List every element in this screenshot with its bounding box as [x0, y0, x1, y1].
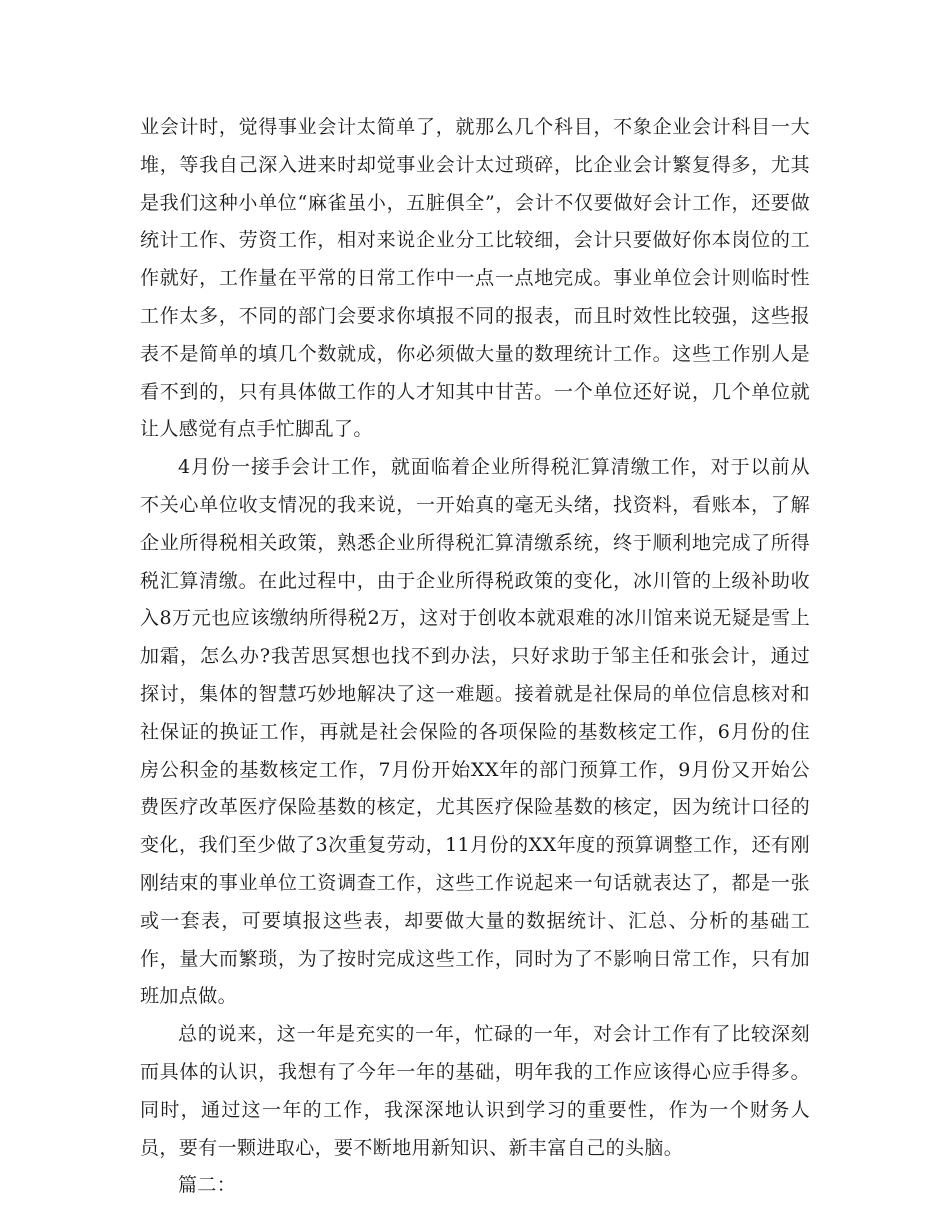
section-heading: 篇二： [178, 1174, 237, 1197]
paragraph-continuation: 业会计时，觉得事业会计太简单了，就那么几个科目，不象企业会计科目一大堆，等我自己深入进来时却觉事业会计太过琐碎，比企业会计繁复得多，尤其是我们这种小单位“麻雀虽小，五脏俱全”，会计不仅要做好会计工作，还要做统计工作、劳资工作，相对来说企业分工比较细，会计只要做好你本岗位的工作就好，工作量在平常的日常工作中一点一点地完成。事业单位会计则临时性工作太多，不同的部门会要求你填报不同的报表，而且时效性比较强，这些报表不是简单的填几个数就成，你必须做大量的数理统计工作。这些工作别人是看不到的，只有具体做工作的人才知其中甘苦。一个单位还好说，几个单位就让人感觉有点手忙脚乱了。 [140, 116, 810, 441]
paragraph-summary: 总的说来，这一年是充实的一年，忙碌的一年，对会计工作有了比较深刻而具体的认识，我想有了今年一年的基础，明年我的工作应该得心应手得多。同时，通过这一年的工作，我深深地认识到学习的重要性，作为一个财务人员，要有一颗进取心，要不断地用新知识、新丰富自己的头脑。 [140, 1023, 810, 1159]
paragraph-tax-work: 4月份一接手会计工作，就面临着企业所得税汇算清缴工作，对于以前从不关心单位收支情况的我来说，一开始真的毫无头绪，找资料，看账本，了解企业所得税相关政策，熟悉企业所得税汇算清缴系统，终于顺利地完成了所得税汇算清缴。在此过程中，由于企业所得税政策的变化，冰川管的上级补助收入8万元也应该缴纳所得税2万，这对于创收本就艰难的冰川馆来说无疑是雪上加霜，怎么办?我苦思冥想也找不到办法，只好求助于邹主任和张会计，通过探讨，集体的智慧巧妙地解决了这一难题。接着就是社保局的单位信息核对和社保证的换证工作，再就是社会保险的各项保险的基数核定工作，6月份的住房公积金的基数核定工作，7月份开始XX年的部门预算工作，9月份又开始公费医疗改革医疗保险基数的核定，尤其医疗保险基数的核定，因为统计口径的变化，我们至少做了3次重复劳动，11月份的XX年度的预算调整工作，还有刚刚结束的事业单位工资调查工作，这些工作说起来一句话就表达了，都是一张或一套表，可要填报这些表，却要做大量的数据统计、汇总、分析的基础工作，量大而繁琐，为了按时完成这些工作，同时为了不影响日常工作，只有加班加点做。 [140, 456, 810, 1008]
document-body [140, 109, 810, 1205]
